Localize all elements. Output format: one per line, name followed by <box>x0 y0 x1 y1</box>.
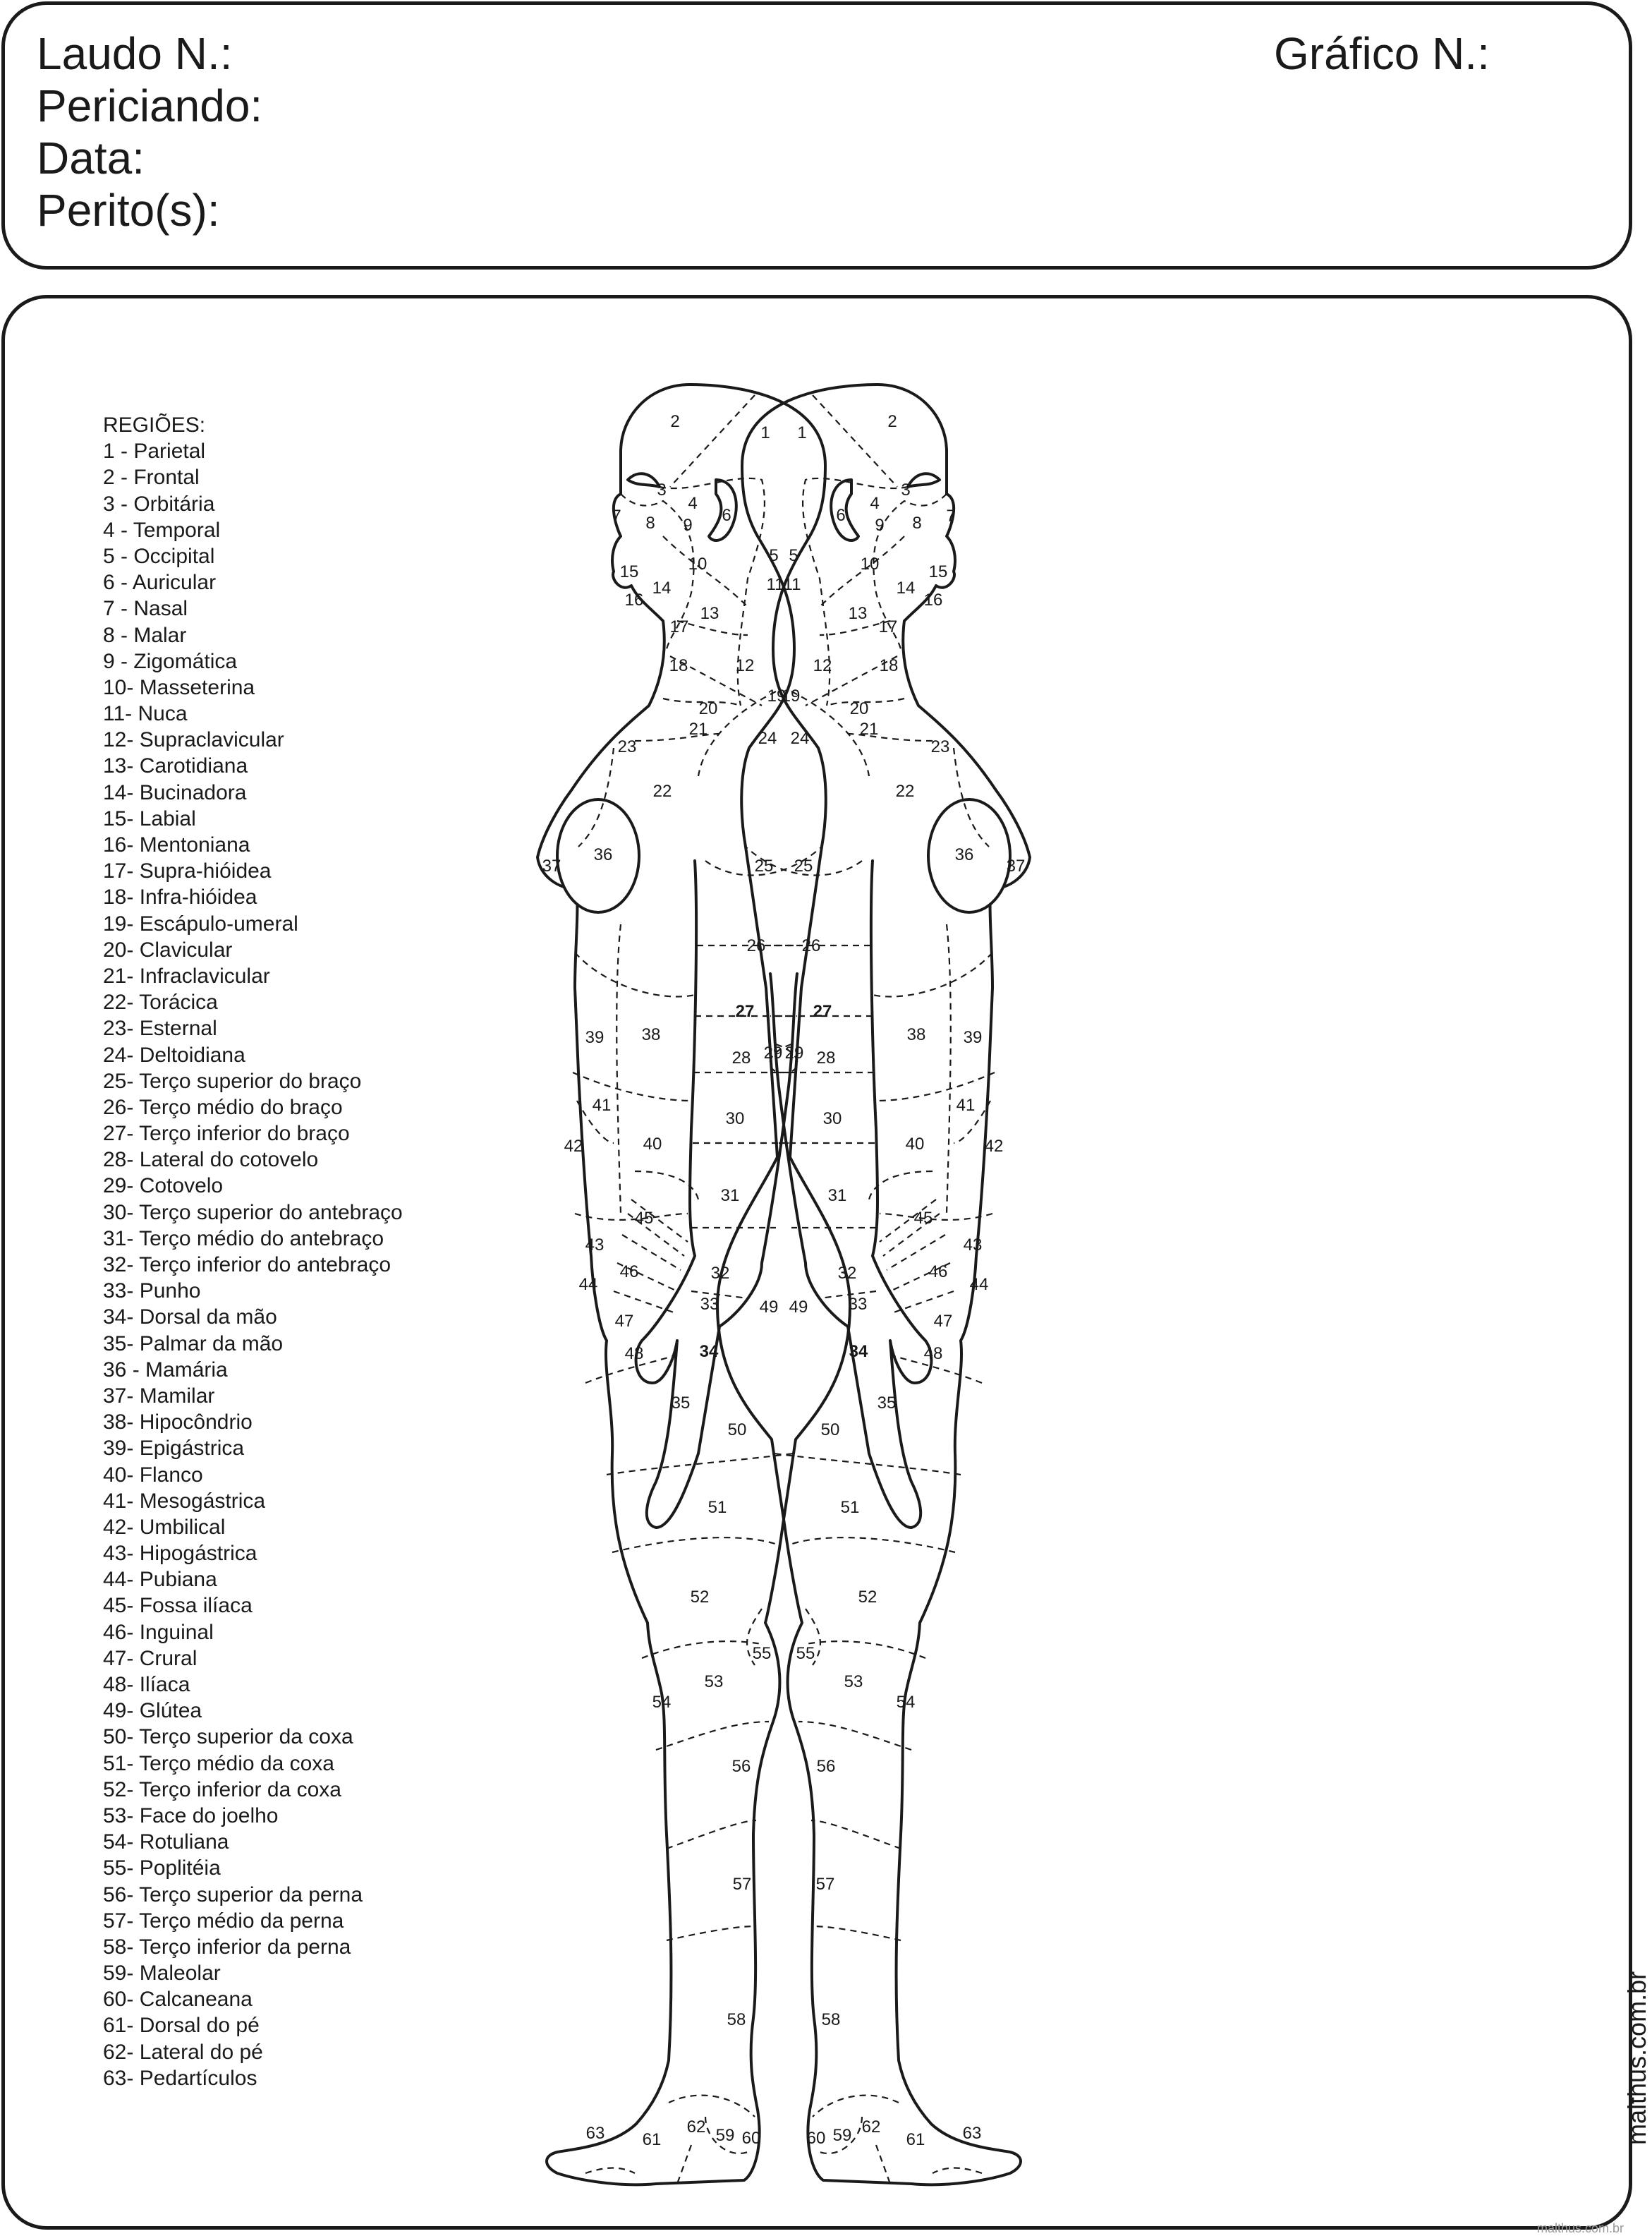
left-region-label: 2 <box>670 412 680 431</box>
legend-item: 61- Dorsal do pé <box>103 2014 260 2038</box>
right-region-label: 27 <box>813 1002 832 1021</box>
legend-item: 14- Bucinadora <box>103 780 247 804</box>
left-region-label: 19 <box>767 687 786 706</box>
legend-title: REGIÕES: <box>103 413 206 437</box>
right-region-label: 5 <box>769 546 779 565</box>
left-region-label: 61 <box>642 2130 662 2149</box>
right-region-labels <box>760 412 1026 2149</box>
right-region-label: 8 <box>912 514 922 533</box>
left-region-label: 31 <box>720 1186 740 1205</box>
left-region-label: 42 <box>564 1137 583 1156</box>
right-region-label: 47 <box>933 1312 953 1331</box>
legend-item: 10- Masseterina <box>103 675 255 699</box>
left-region-label: 7 <box>612 507 621 526</box>
left-region-label: 62 <box>686 2117 706 2137</box>
right-region-label: 30 <box>822 1109 842 1128</box>
right-region-label: 36 <box>954 845 974 864</box>
left-region-label: 34 <box>699 1342 719 1361</box>
right-region-label: 32 <box>837 1264 857 1283</box>
left-region-label: 45 <box>634 1209 654 1228</box>
legend-item: 1 - Parietal <box>103 440 206 464</box>
legend-item: 36 - Mamária <box>103 1358 228 1382</box>
legend-item: 33- Punho <box>103 1279 201 1303</box>
right-region-label: 50 <box>820 1420 840 1439</box>
legend-item: 53- Face do joelho <box>103 1803 279 1827</box>
left-region-boundaries <box>573 395 822 2184</box>
right-region-label: 3 <box>901 481 911 500</box>
left-region-label: 11 <box>766 575 784 594</box>
right-region-label: 54 <box>896 1693 916 1712</box>
legend-item: 32- Terço inferior do antebraço <box>103 1253 391 1276</box>
left-region-label: 6 <box>722 506 731 525</box>
left-region-label: 60 <box>741 2129 761 2148</box>
right-region-label: 38 <box>906 1025 926 1044</box>
right-region-label: 62 <box>861 2117 881 2137</box>
legend-item: 11- Nuca <box>103 702 188 726</box>
left-region-label: 3 <box>657 481 667 500</box>
legend-item: 13- Carotidiana <box>103 754 248 778</box>
right-region-label: 20 <box>849 699 869 718</box>
right-region-label: 48 <box>923 1344 943 1363</box>
periciando-label: Periciando: <box>37 80 263 131</box>
legend-item: 62- Lateral do pé <box>103 2040 263 2064</box>
left-region-label: 25 <box>754 857 774 876</box>
right-region-label: 51 <box>840 1498 860 1517</box>
left-region-label: 40 <box>643 1135 662 1154</box>
legend-item: 59- Maleolar <box>103 1962 221 1986</box>
right-region-label: 39 <box>963 1028 983 1047</box>
right-region-label: 60 <box>806 2129 826 2148</box>
grafico-label: Gráfico N.: <box>1274 28 1490 79</box>
left-region-label: 44 <box>578 1275 598 1294</box>
legend-item: 60- Calcaneana <box>103 1988 253 2012</box>
right-region-label: 55 <box>796 1644 815 1663</box>
right-region-label: 24 <box>790 729 810 748</box>
right-region-label: 61 <box>906 2130 925 2149</box>
left-region-label: 22 <box>652 782 672 801</box>
legend-item: 63- Pedartículos <box>103 2066 257 2090</box>
right-region-label: 10 <box>860 555 880 574</box>
right-region-label: 44 <box>969 1275 989 1294</box>
right-region-label: 4 <box>870 494 880 513</box>
left-body-figure <box>537 385 850 2184</box>
legend-item: 23- Esternal <box>103 1017 217 1041</box>
right-region-label: 33 <box>848 1295 868 1314</box>
left-region-label: 4 <box>688 494 698 513</box>
right-region-label: 58 <box>821 2010 841 2029</box>
right-region-label: 28 <box>816 1048 836 1068</box>
left-region-label: 38 <box>641 1025 661 1044</box>
left-region-label: 33 <box>700 1295 719 1314</box>
left-region-label: 24 <box>758 729 777 748</box>
left-region-label: 14 <box>652 579 672 598</box>
legend-item: 44- Pubiana <box>103 1568 217 1592</box>
right-region-label: 56 <box>816 1757 836 1776</box>
legend-item: 46- Inguinal <box>103 1620 214 1644</box>
left-region-label: 47 <box>614 1312 634 1331</box>
legend-item: 8 - Malar <box>103 623 187 647</box>
left-region-label: 63 <box>585 2124 605 2143</box>
left-region-label: 36 <box>593 845 613 864</box>
legend-item: 37- Mamilar <box>103 1384 215 1408</box>
right-region-label: 1 <box>797 423 807 442</box>
right-region-label: 59 <box>832 2126 852 2145</box>
left-region-label: 56 <box>731 1757 751 1776</box>
right-region-label: 21 <box>859 720 879 739</box>
legend-item: 55- Poplitéia <box>103 1856 221 1880</box>
right-region-label: 52 <box>858 1588 877 1607</box>
right-region-label: 45 <box>913 1209 933 1228</box>
left-region-label: 37 <box>542 857 561 876</box>
right-region-label: 17 <box>878 617 898 636</box>
right-region-label: 15 <box>928 562 948 581</box>
legend-item: 18- Infra-hióidea <box>103 886 257 909</box>
left-region-label: 16 <box>624 591 644 610</box>
legend-item: 42- Umbilical <box>103 1515 226 1539</box>
right-region-label: 14 <box>896 579 916 598</box>
legend-item: 40- Flanco <box>103 1463 203 1487</box>
legend-item: 29- Cotovelo <box>103 1174 224 1198</box>
legend-item: 52- Terço inferior da coxa <box>103 1777 341 1801</box>
legend-item: 35- Palmar da mão <box>103 1331 284 1355</box>
right-region-label: 12 <box>813 656 832 675</box>
right-region-label: 6 <box>836 506 846 525</box>
left-region-label: 58 <box>727 2010 746 2029</box>
right-region-label: 18 <box>879 656 899 675</box>
legend-item: 6 - Auricular <box>103 571 217 595</box>
legend-item: 25- Terço superior do braço <box>103 1069 362 1093</box>
legend-item: 19- Escápulo-umeral <box>103 912 298 936</box>
right-region-label: 37 <box>1006 857 1026 876</box>
legend-item: 38- Hipocôndrio <box>103 1410 253 1434</box>
left-region-label: 20 <box>698 699 718 718</box>
left-region-label: 21 <box>688 720 708 739</box>
left-region-label: 53 <box>704 1672 724 1691</box>
left-region-label: 59 <box>715 2126 735 2145</box>
right-region-label: 16 <box>923 591 943 610</box>
legend-item: 24- Deltoidiana <box>103 1043 245 1067</box>
right-region-label: 9 <box>875 516 885 535</box>
right-region-boundaries <box>746 395 995 2184</box>
left-region-label: 57 <box>732 1875 752 1894</box>
left-region-label: 5 <box>789 546 798 565</box>
legend-item: 49- Glútea <box>103 1699 202 1723</box>
right-region-label: 11 <box>783 575 801 594</box>
legend-item: 56- Terço superior da perna <box>103 1883 363 1906</box>
legend-item: 47- Crural <box>103 1646 198 1670</box>
left-region-label: 30 <box>725 1109 745 1128</box>
laudo-label: Laudo N.: <box>37 28 233 79</box>
right-region-label: 13 <box>848 604 868 623</box>
left-region-label: 39 <box>585 1028 605 1047</box>
left-region-label: 52 <box>690 1588 710 1607</box>
legend-item: 7 - Nasal <box>103 597 188 621</box>
left-region-label: 13 <box>700 604 719 623</box>
site-small-text: malthus.com.br <box>1536 2221 1624 2235</box>
left-region-label: 46 <box>619 1262 639 1281</box>
left-region-label: 51 <box>707 1498 727 1517</box>
legend-item: 21- Infraclavicular <box>103 964 270 988</box>
right-region-label: 42 <box>984 1137 1004 1156</box>
right-region-label: 19 <box>781 687 801 706</box>
legend-item: 28- Lateral do cotovelo <box>103 1148 319 1172</box>
right-region-label: 41 <box>956 1096 976 1115</box>
legend-item: 34- Dorsal da mão <box>103 1305 277 1329</box>
left-region-label: 15 <box>619 562 639 581</box>
left-region-label: 32 <box>710 1264 730 1283</box>
right-region-label: 7 <box>946 507 956 526</box>
legend-item: 3 - Orbitária <box>103 492 215 516</box>
left-region-label: 29 <box>784 1044 804 1063</box>
legend-item: 50- Terço superior da coxa <box>103 1725 353 1749</box>
data-label: Data: <box>37 133 145 183</box>
right-region-label: 34 <box>849 1342 868 1361</box>
right-region-label: 57 <box>815 1875 835 1894</box>
left-region-label: 41 <box>592 1096 612 1115</box>
right-region-label: 49 <box>759 1298 779 1317</box>
left-region-label: 55 <box>752 1644 772 1663</box>
left-region-label: 8 <box>645 514 655 533</box>
right-region-label: 23 <box>930 737 950 756</box>
legend-item: 22- Torácica <box>103 991 218 1015</box>
right-region-label: 63 <box>962 2124 982 2143</box>
right-region-label: 26 <box>801 936 821 955</box>
legend-item: 12- Supraclavicular <box>103 728 284 752</box>
left-region-label: 28 <box>731 1048 751 1068</box>
left-region-label: 49 <box>789 1298 808 1317</box>
legend-item: 58- Terço inferior da perna <box>103 1935 351 1959</box>
right-region-label: 46 <box>928 1262 948 1281</box>
right-region-label: 22 <box>895 782 915 801</box>
right-region-label: 31 <box>827 1186 847 1205</box>
legend-item: 27- Terço inferior do braço <box>103 1122 350 1146</box>
left-region-label: 43 <box>585 1235 605 1255</box>
legend-item: 26- Terço médio do braço <box>103 1095 343 1119</box>
legend-item: 48- Ilíaca <box>103 1673 190 1696</box>
left-region-label: 26 <box>746 936 766 955</box>
legend-item: 17- Supra-hióidea <box>103 859 272 883</box>
right-region-label: 2 <box>887 412 897 431</box>
left-region-label: 18 <box>669 656 688 675</box>
legend-item: 20- Clavicular <box>103 938 233 962</box>
right-region-label: 53 <box>844 1672 863 1691</box>
legend-item: 31- Terço médio do antebraço <box>103 1226 384 1250</box>
site-vertical-text: malthus.com.br <box>1622 1971 1651 2145</box>
left-region-label: 1 <box>760 423 770 442</box>
legend-item: 54- Rotuliana <box>103 1830 229 1854</box>
legend-item: 57- Terço médio da perna <box>103 1909 344 1933</box>
legend-item: 43- Hipogástrica <box>103 1542 257 1566</box>
peritos-label: Perito(s): <box>37 185 220 236</box>
legend-item: 51- Terço médio da coxa <box>103 1751 334 1775</box>
right-region-label: 43 <box>963 1235 983 1255</box>
left-region-label: 35 <box>671 1394 691 1413</box>
left-region-label: 48 <box>624 1344 644 1363</box>
legend-item: 45- Fossa ilíaca <box>103 1594 253 1618</box>
legend-item: 39- Epigástrica <box>103 1437 245 1461</box>
legend-item: 15- Labial <box>103 806 196 830</box>
left-region-label: 27 <box>735 1002 755 1021</box>
left-region-label: 23 <box>617 737 637 756</box>
legend-item: 16- Mentoniana <box>103 833 250 857</box>
left-region-label: 54 <box>652 1693 672 1712</box>
left-region-label: 12 <box>735 656 755 675</box>
legend-item: 41- Mesogástrica <box>103 1489 266 1513</box>
left-region-label: 10 <box>688 555 707 574</box>
legend-item: 30- Terço superior do antebraço <box>103 1200 403 1224</box>
legend-item: 9 - Zigomática <box>103 649 238 673</box>
right-region-label: 29 <box>763 1044 783 1063</box>
legend-item: 5 - Occipital <box>103 544 215 568</box>
legend-item: 2 - Frontal <box>103 466 200 490</box>
left-region-labels <box>542 412 808 2149</box>
right-region-label: 40 <box>905 1135 925 1154</box>
left-region-label: 50 <box>727 1420 747 1439</box>
left-region-label: 17 <box>669 617 689 636</box>
right-region-label: 35 <box>877 1394 897 1413</box>
right-region-label: 25 <box>794 857 813 876</box>
left-region-label: 9 <box>683 516 693 535</box>
legend-item: 4 - Temporal <box>103 518 221 542</box>
